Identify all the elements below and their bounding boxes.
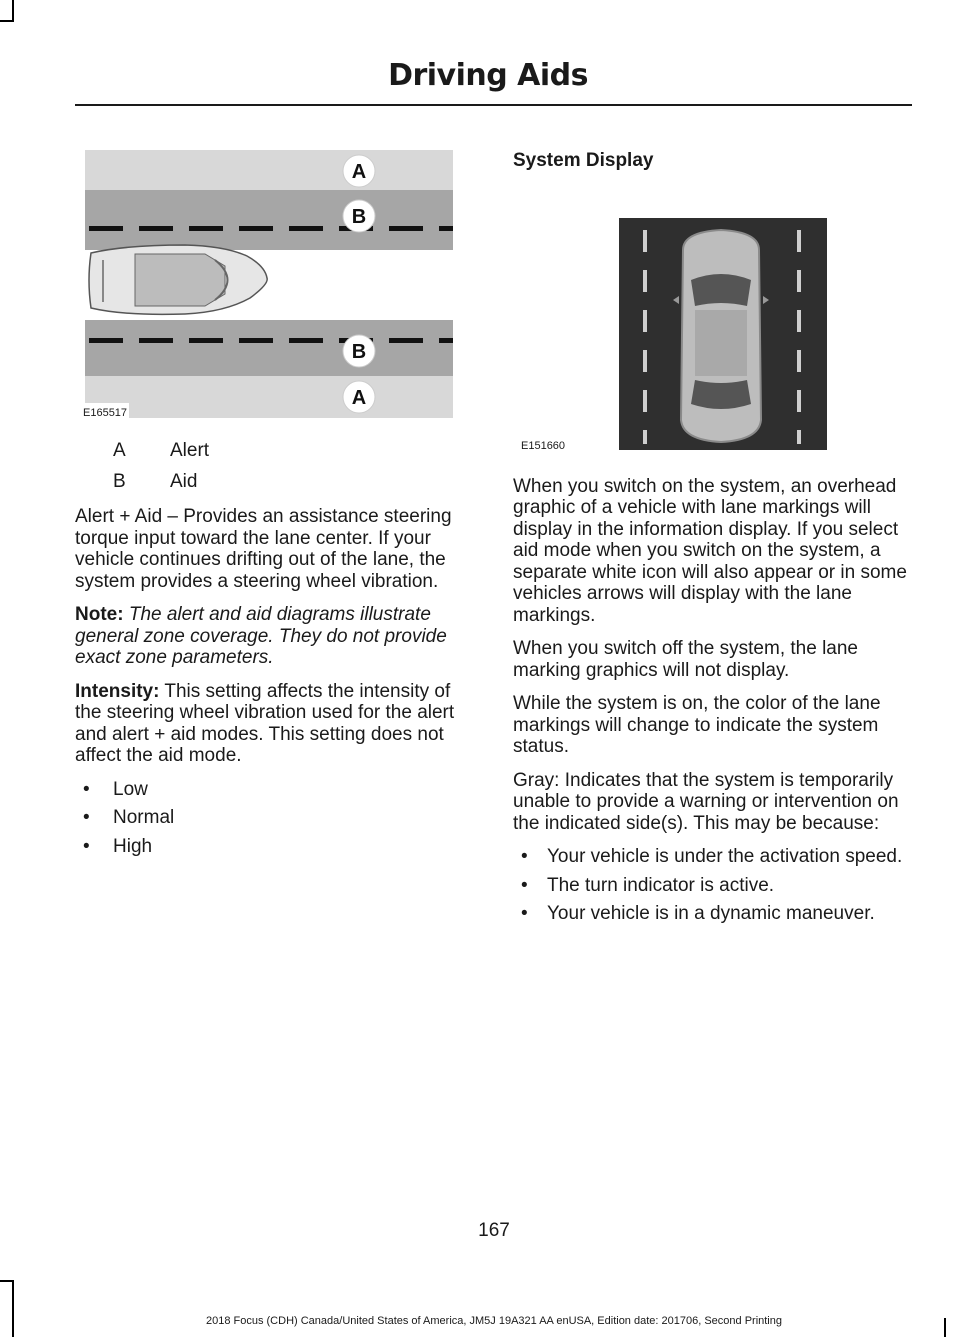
note-label: Note:	[75, 604, 124, 625]
gray-reasons-list	[513, 846, 913, 925]
legend-value: Alert	[170, 440, 210, 461]
legend-row	[75, 471, 475, 493]
car-topview-icon	[673, 230, 769, 442]
figure-code: E151660	[519, 436, 567, 458]
alert-zone-top	[85, 150, 453, 190]
zone-label: B	[351, 341, 367, 363]
list-item: • The turn indicator is active.	[513, 875, 913, 897]
zone-badge-b-top	[343, 200, 375, 232]
list-item: • High	[75, 836, 475, 858]
list-item: • Low	[75, 779, 475, 801]
page-section-title: Driving Aids	[388, 58, 588, 93]
lane-zones-figure	[75, 150, 455, 420]
system-off-paragraph: When you switch off the system, the lane marking graphics will not display.	[513, 638, 858, 681]
intensity-text: This setting affects the intensity of the steering wheel vibration used for the alert and alert + aid modes. This setting does not affect the aid mode.	[75, 680, 455, 766]
left-column	[75, 150, 475, 867]
system-on-paragraph: When you switch on the system, an overhead graphic of a vehicle with lane markings will display in the information display. If you select aid mode when you switch on the system, a separate white icon will also appear or in some vehicles arrows will display with the lane markings.	[513, 475, 907, 626]
system-display-figure	[513, 190, 913, 452]
list-item: • Your vehicle is under the activation speed.	[513, 846, 913, 868]
page-number: 167	[478, 1220, 510, 1241]
intensity-options-list	[75, 779, 475, 858]
legend-row	[75, 440, 475, 462]
color-status-paragraph: While the system is on, the color of the lane markings will change to indicate the system status.	[513, 693, 881, 757]
right-column	[513, 150, 913, 935]
list-item: • Normal	[75, 807, 475, 829]
header-rule	[75, 104, 912, 106]
aid-zone-bottom	[85, 320, 453, 376]
alert-aid-paragraph: Alert + Aid – Provides an assistance steering torque input toward the lane center. If your vehicle continues drifting out of the lane, the system provides a steering wheel vibration.	[75, 506, 452, 592]
intensity-paragraph	[75, 681, 475, 767]
legend-key: A	[113, 440, 126, 461]
gray-status-paragraph: Gray: Indicates that the system is temporarily unable to provide a warning or intervention on the indicated side(s). This may be because:	[513, 769, 899, 834]
lane-zones-diagram	[75, 150, 455, 420]
intensity-label: Intensity:	[75, 680, 160, 702]
zone-legend	[75, 440, 475, 492]
list-item: • Your vehicle is in a dynamic maneuver.	[513, 903, 913, 925]
zone-badge-a-top	[343, 155, 375, 187]
note-text: The alert and aid diagrams illustrate general zone coverage. They do not provide exact zone parameters.	[75, 604, 447, 668]
note-paragraph	[75, 604, 475, 669]
zone-label: B	[351, 206, 367, 228]
lane-marking-bottom	[89, 338, 453, 343]
section-heading: System Display	[513, 150, 654, 171]
alert-zone-bottom	[85, 376, 453, 418]
crop-mark	[0, 1280, 14, 1282]
zone-label: A	[351, 387, 367, 409]
footer-edition-info: 2018 Focus (CDH) Canada/United States of America, JM5J 19A321 AA enUSA, Edition date: 201706, Second Printing	[205, 1315, 782, 1327]
legend-key: B	[113, 470, 126, 492]
zone-badge-b-bottom	[343, 335, 375, 367]
crop-mark	[0, 20, 14, 22]
crop-mark	[12, 0, 14, 20]
zone-label: A	[351, 161, 367, 183]
figure-code: E165517	[81, 403, 129, 425]
crop-mark	[12, 1280, 14, 1337]
zone-badge-a-bottom	[343, 381, 375, 413]
aid-zone-top	[85, 190, 453, 250]
lane-marking-top	[89, 226, 453, 231]
system-display-graphic	[513, 190, 913, 452]
legend-value: Aid	[170, 470, 198, 492]
